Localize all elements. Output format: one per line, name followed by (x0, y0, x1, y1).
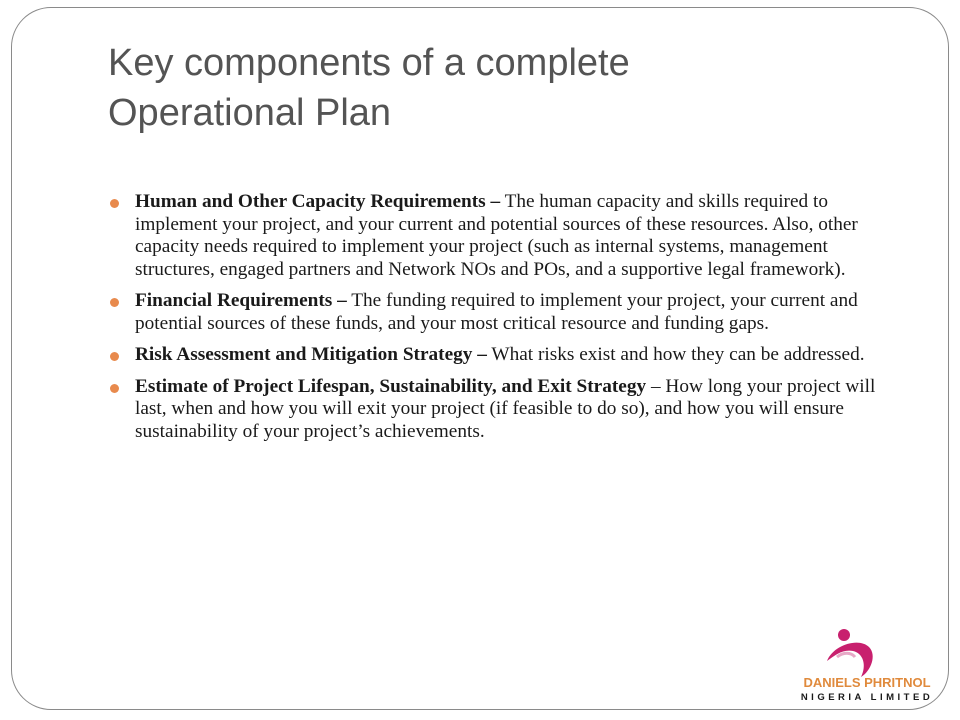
bullet-text: The human capacity and skills required to implement your project, and your current and potential sources of these resources. Also, other capacity needs required to implement your project (such as internal systems, management structures, engaged partners and Network NOs and POs, and a supportive legal framework). (135, 191, 858, 280)
bullet-dot-icon (110, 298, 119, 307)
logo-swoosh (827, 643, 873, 677)
bullet-text: The funding required to implement your project, your current and potential sources of these funds, and your most critical resource and funding gaps. (135, 290, 858, 334)
logo-name-line-1: DANIELS PHRITNOL (803, 675, 931, 690)
bullet-list (110, 191, 910, 452)
slide-title-line-2: Operational Plan (108, 92, 392, 134)
slide-title-line-1: Key components of a complete (108, 42, 630, 84)
bullet-heading: Human and Other Capacity Requirements – (135, 191, 501, 212)
bullet-text: – How long your project will last, when and how you will exit your project (if feasible to do so), and how you will ensure sustainability of your project’s achievements. (135, 375, 876, 442)
logo-name-line-2: NIGERIA LIMITED (800, 692, 934, 703)
logo-swoosh-highlight (837, 653, 855, 657)
bullet-heading: Estimate of Project Lifespan, Sustainability, and Exit Strategy (135, 375, 647, 397)
bullet-text: What risks exist and how they can be addressed. (486, 344, 865, 365)
bullet-heading: Financial Requirements – (135, 290, 347, 311)
bullet-dot-icon (110, 384, 119, 393)
bullet-item-lifespan (110, 376, 910, 444)
slide-title (108, 38, 868, 138)
bullet-dot-icon (110, 199, 119, 208)
bullet-dot-icon (110, 352, 119, 361)
bullet-item-financial (110, 290, 910, 335)
company-logo (797, 621, 937, 703)
slide (11, 7, 949, 710)
logo-figure-head (838, 629, 850, 641)
bullet-item-risk (110, 344, 910, 367)
bullet-item-capacity (110, 191, 910, 281)
bullet-heading: Risk Assessment and Mitigation Strategy – (135, 344, 487, 365)
